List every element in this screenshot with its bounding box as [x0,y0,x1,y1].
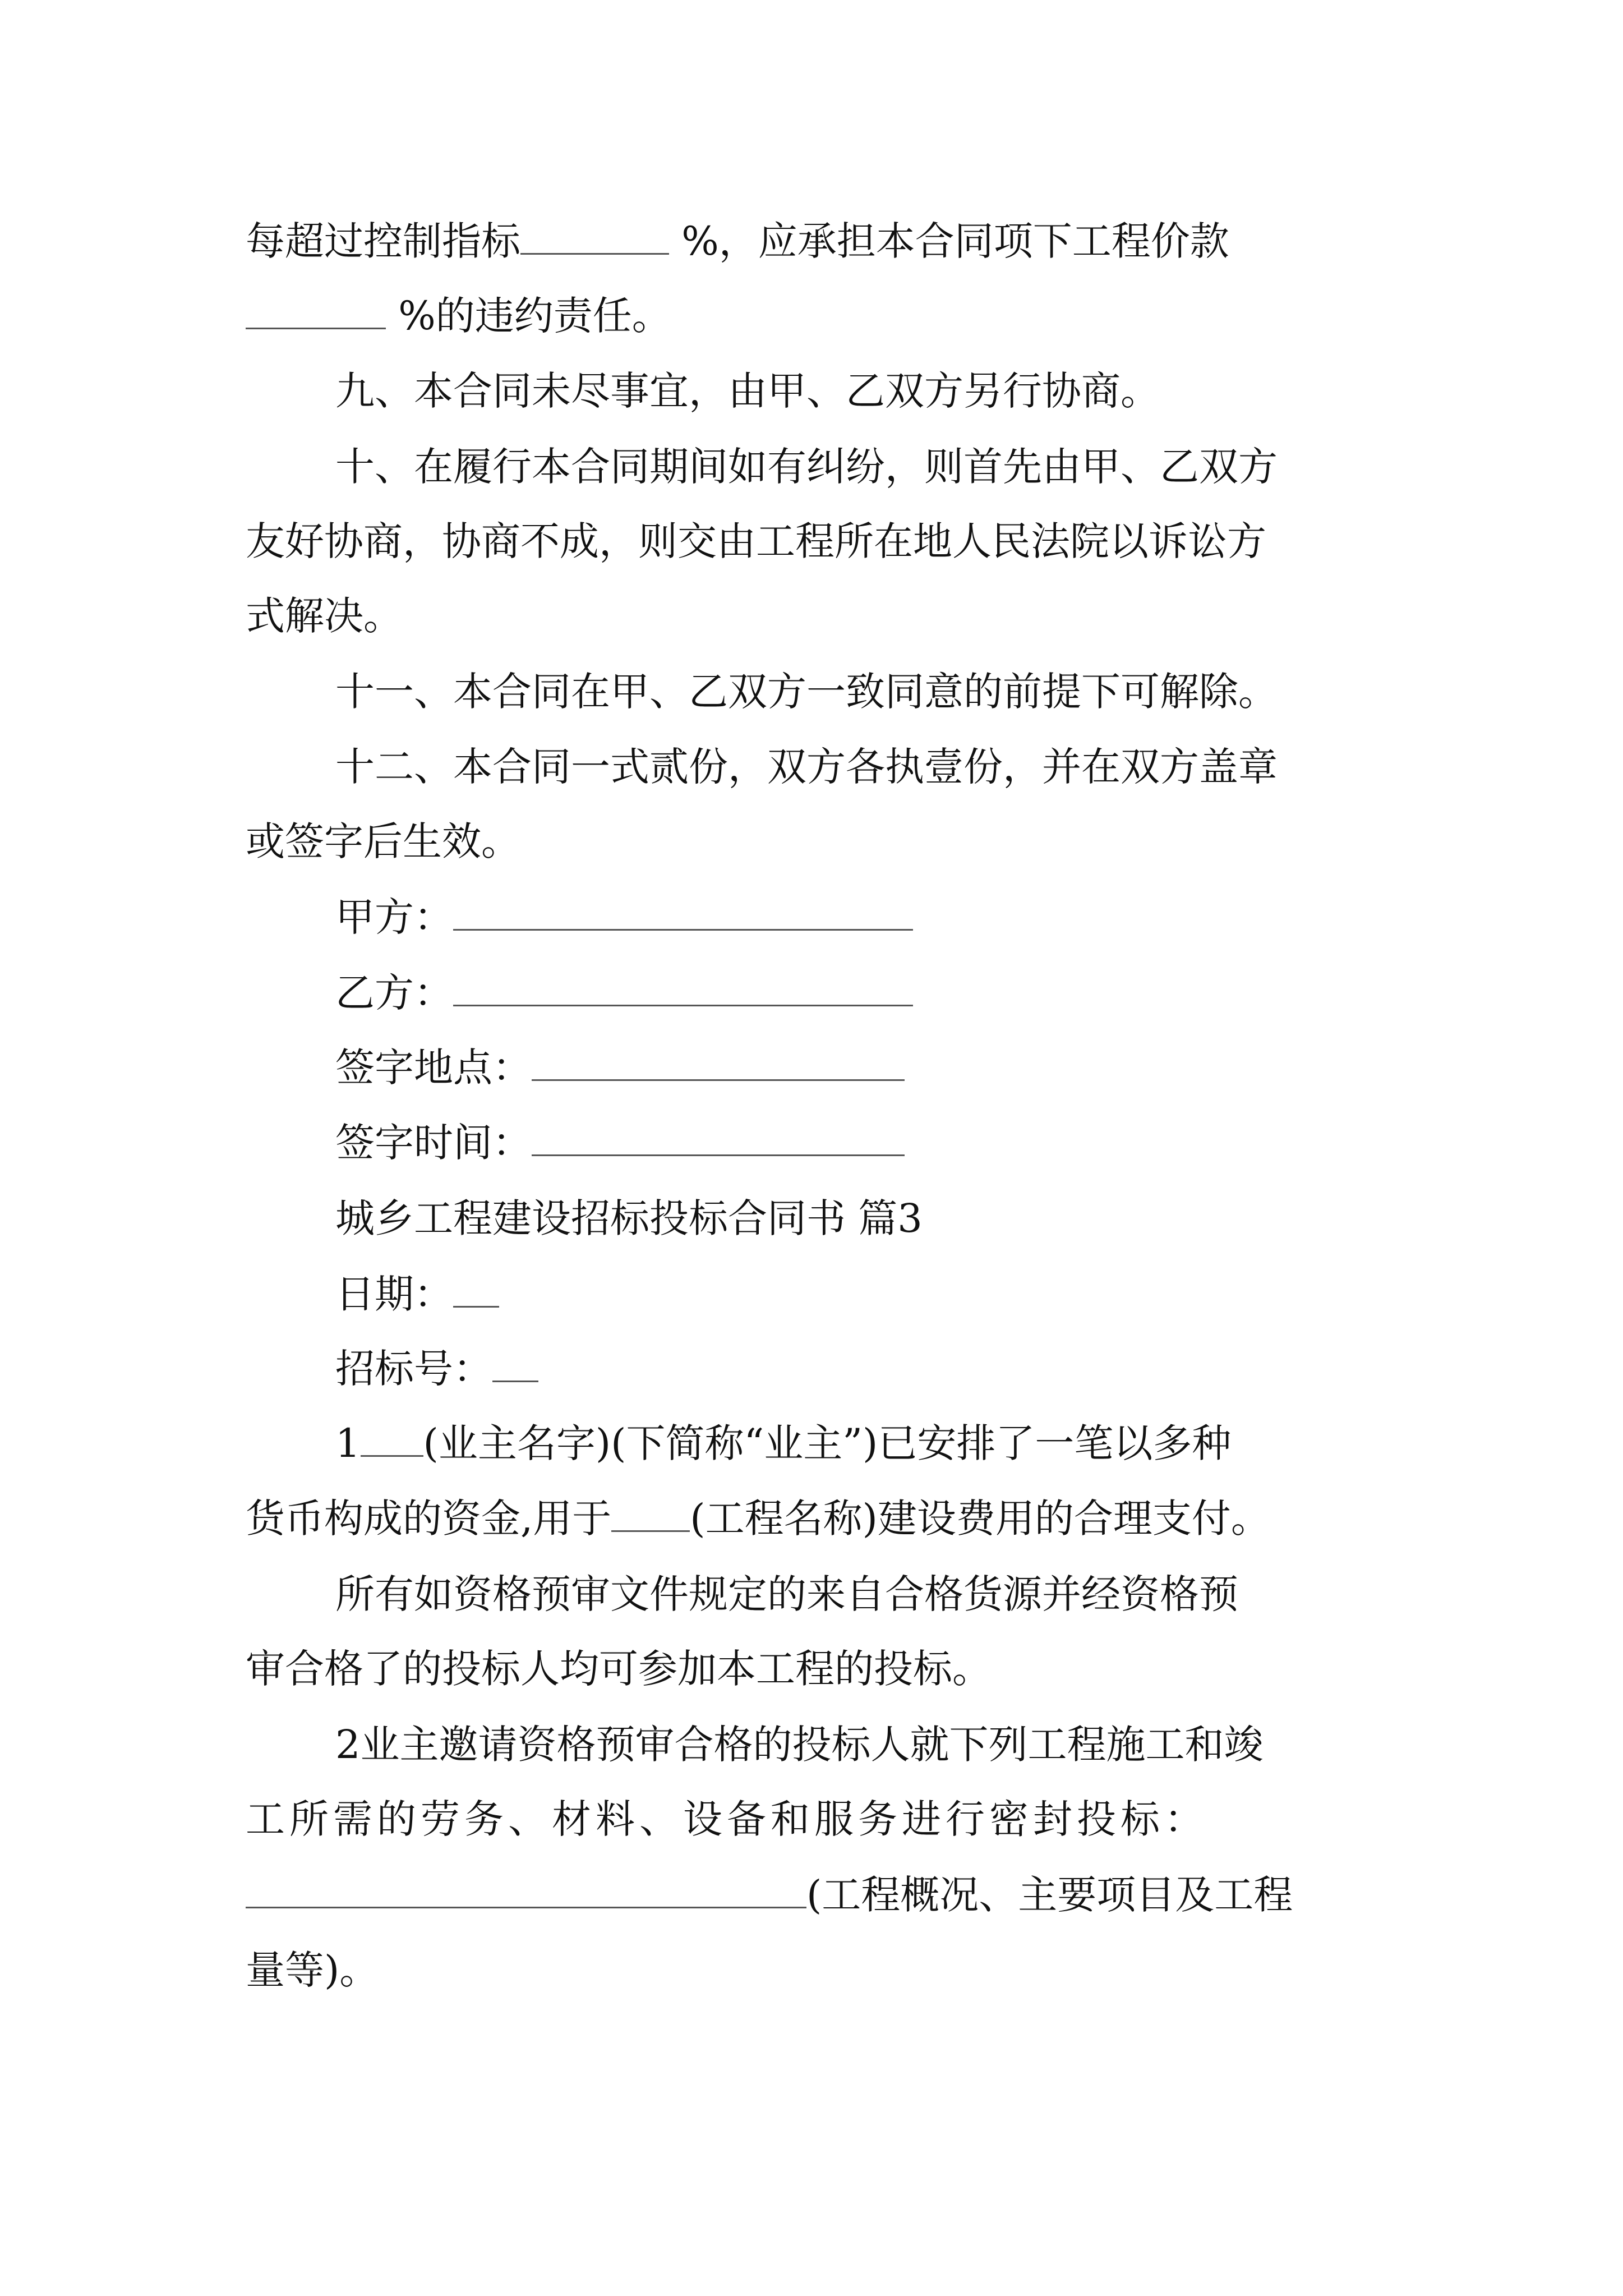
paragraph-eligibility-line-1: 所有如资格预审文件规定的来自合格货源并经资格预 [335,1571,1238,1617]
party-b-field: 乙方： [335,968,913,1018]
blank-field [361,1445,423,1457]
paragraph-2-line-3: (工程概况、主要项目及工程 [246,1870,1293,1920]
clause-12-line-1: 十二、本合同一式贰份，双方各执壹份，并在双方盖章 [335,744,1278,790]
signing-time-field: 签字时间： [335,1117,905,1168]
blank-field [492,1370,538,1382]
paragraph-line-penalty-1: 每超过控制指标 %，应承担本合同项下工程价款 [246,218,1229,264]
blank-field [520,243,669,255]
clause-9: 九、本合同未尽事宜，由甲、乙双方另行协商。 [335,368,1160,414]
paragraph-1-line-1: 1 (业主名字)(下简称“业主”)已安排了一笔以多种 [335,1420,1232,1466]
party-a-field: 甲方： [335,892,913,942]
clause-11: 十一、本合同在甲、乙双方一致同意的前提下可解除。 [335,669,1278,715]
signing-place-field: 签字地点： [335,1042,905,1093]
blank-field [453,919,913,931]
blank-field [532,1144,905,1156]
blank-field [453,995,913,1006]
date-field: 日期： [335,1269,499,1319]
paragraph-2-line-4: 量等)。 [246,1947,379,1993]
paragraph-eligibility-line-2: 审合格了的投标人均可参加本工程的投标。 [246,1646,992,1692]
paragraph-1-line-2: 货币构成的资金,用于 (工程名称)建设费用的合理支付。 [246,1496,1270,1542]
clause-12-line-2: 或签字后生效。 [246,818,520,864]
clause-10-line-1: 十、在履行本合同期间如有纠纷，则首先由甲、乙双方 [335,444,1278,490]
blank-field [246,318,386,329]
paragraph-line-penalty-2: %的违约责任。 [246,291,671,341]
blank-field [453,1296,499,1308]
paragraph-2-line-2: 工所需的劳务、材料、设备和服务进行密封投标： [246,1796,1208,1842]
blank-field [611,1520,690,1532]
clause-10-line-2: 友好协商，协商不成，则交由工程所在地人民法院以诉讼方 [246,518,1266,564]
section-heading: 城乡工程建设招标投标合同书 篇3 [335,1195,923,1241]
tender-number-field: 招标号： [335,1343,538,1394]
clause-10-line-3: 式解决。 [246,593,403,639]
blank-field [246,1897,806,1908]
blank-field [532,1069,905,1081]
paragraph-2-line-1: 2业主邀请资格预审合格的投标人就下列工程施工和竣 [335,1722,1264,1768]
